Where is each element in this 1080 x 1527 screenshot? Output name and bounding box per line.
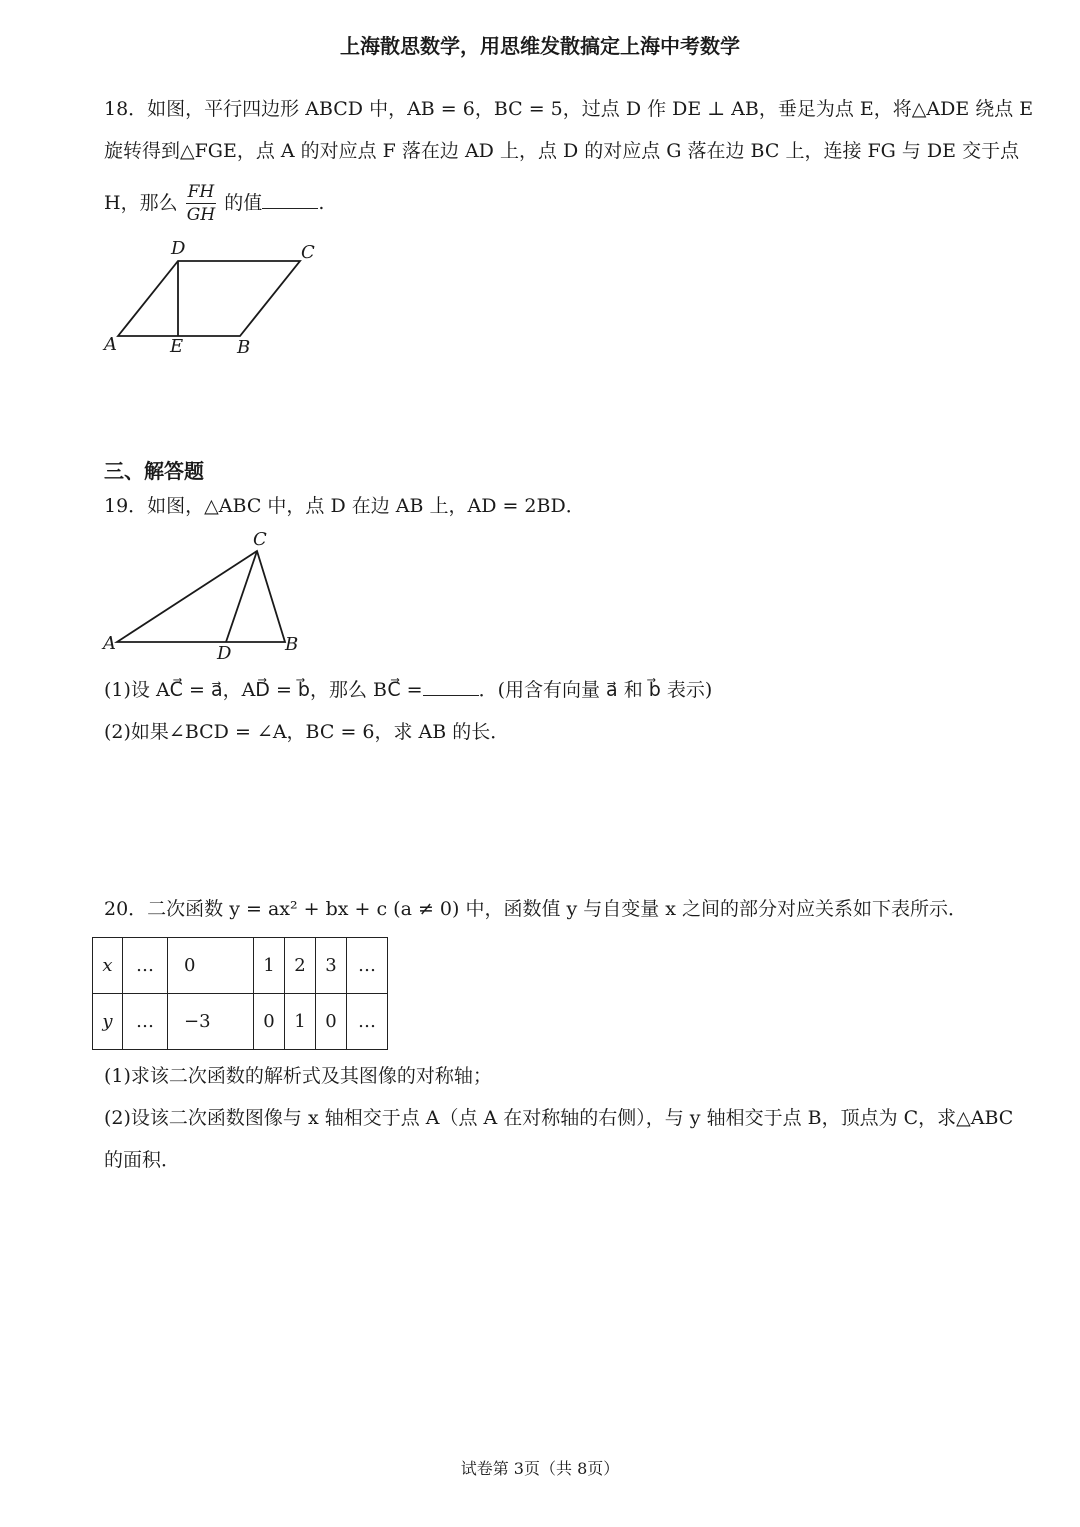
table-cell: x xyxy=(93,938,123,994)
q18-fraction-numerator: FH xyxy=(187,182,215,202)
parallelogram-abcd xyxy=(118,261,300,336)
q19-line-1: 19．如图，△ABC 中，点 D 在边 AB 上，AD = 2BD． xyxy=(104,495,585,517)
table-cell: … xyxy=(347,994,388,1050)
table-cell: 0 xyxy=(168,938,254,994)
label-d: D xyxy=(217,643,232,664)
label-a: A xyxy=(104,334,117,355)
page-footer: 试卷第 3页（共 8页） xyxy=(460,1459,620,1478)
q20-value-table xyxy=(92,937,388,1050)
q18-line-3 xyxy=(104,178,324,228)
label-b: B xyxy=(237,337,251,358)
table-cell: 1 xyxy=(285,994,316,1050)
q19-triangle-figure xyxy=(95,525,315,665)
label-c: C xyxy=(301,242,315,263)
q18-parallelogram-figure xyxy=(95,232,335,362)
table-row-y xyxy=(93,994,388,1050)
triangle-abc xyxy=(117,551,285,642)
q20-part-2-line-2: 的面积． xyxy=(104,1149,181,1171)
table-cell: 2 xyxy=(285,938,316,994)
label-e: E xyxy=(170,336,184,357)
table-cell: y xyxy=(93,994,123,1050)
q18-line-3-suffix: 的值 xyxy=(224,192,263,214)
q18-fraction-denominator: GH xyxy=(186,205,216,225)
q19-part-1 xyxy=(104,676,712,704)
table-cell: 0 xyxy=(254,994,285,1050)
q18-line-3-end: . xyxy=(318,192,325,214)
q19-part-1-prefix: (1)设 AC⃗ = a⃗，AD⃗ = b⃗，那么 BC⃗ = xyxy=(104,679,423,701)
segment-cd xyxy=(226,551,257,642)
q18-answer-blank xyxy=(262,190,318,209)
table-cell: 0 xyxy=(316,994,347,1050)
table-cell: −3 xyxy=(168,994,254,1050)
q20-line-1: 20．二次函数 y = ax² + bx + c (a ≠ 0) 中，函数值 y 与自变量 x 之间的部分对应关系如下表所示． xyxy=(104,898,968,920)
q20-part-1: (1)求该二次函数的解析式及其图像的对称轴； xyxy=(104,1065,492,1087)
label-c: C xyxy=(253,529,267,550)
q18-line-2: 旋转得到△FGE，点 A 的对应点 F 落在边 AD 上，点 D 的对应点 G 落在边 BC 上，连接 FG 与 DE 交于点 xyxy=(104,140,1020,162)
q19-answer-blank xyxy=(423,677,479,696)
table-cell: … xyxy=(347,938,388,994)
table-cell: … xyxy=(123,938,168,994)
q18-line-3-prefix: H，那么 xyxy=(104,192,178,214)
table-cell: 3 xyxy=(316,938,347,994)
q20-part-2-line-1: (2)设该二次函数图像与 x 轴相交于点 A（点 A 在对称轴的右侧），与 y 轴相交于点 B，顶点为 C，求△ABC xyxy=(104,1107,1014,1129)
label-b: B xyxy=(285,634,299,655)
table-cell: … xyxy=(123,994,168,1050)
q19-part-2: (2)如果∠BCD = ∠A，BC = 6，求 AB 的长． xyxy=(104,721,510,743)
table-row-x xyxy=(93,938,388,994)
q19-part-1-suffix: ．(用含有向量 a⃗ 和 b⃗ 表示) xyxy=(478,679,713,701)
label-d: D xyxy=(171,238,186,259)
page-header: 上海散思数学，用思维发散搞定上海中考数学 xyxy=(340,34,740,58)
q18-fraction xyxy=(186,182,217,226)
label-a: A xyxy=(103,633,116,654)
q18-line-1: 18．如图，平行四边形 ABCD 中，AB = 6，BC = 5，过点 D 作 DE ⊥ AB，垂足为点 E，将△ADE 绕点 E xyxy=(104,98,1034,120)
section-heading: 三、解答题 xyxy=(104,459,204,483)
table-cell: 1 xyxy=(254,938,285,994)
